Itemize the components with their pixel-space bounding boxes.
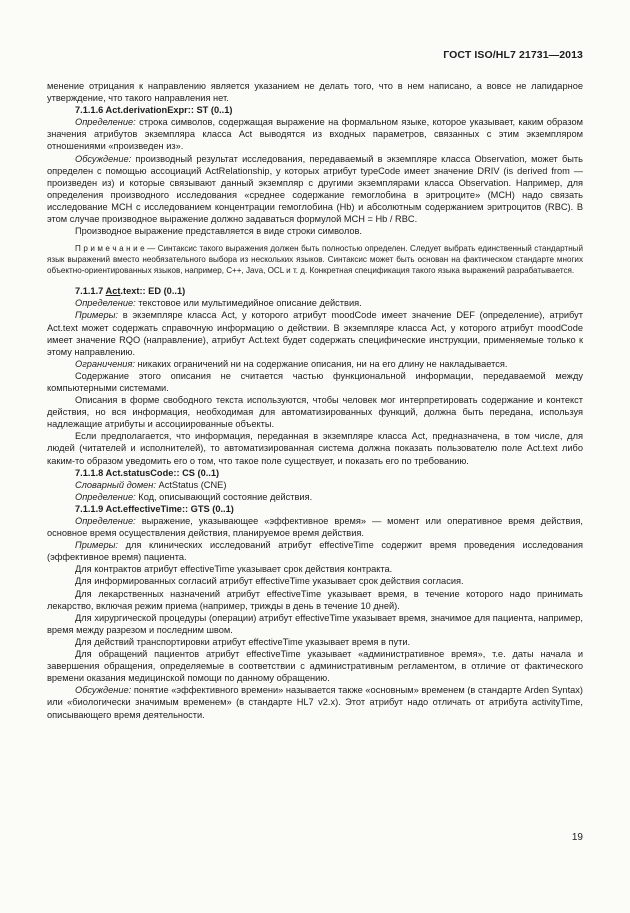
section-heading: 7.1.1.9 Act.effectiveTime:: GTS (0..1) [75, 503, 234, 514]
note-text: — Синтаксис такого выражения должен быть полностью определен. Следует выбрать единственный стандартный язык выражений вместо необязательного выбора из нескольких языков. Синтаксис может быть основан на фактическом стандарте многих объектно-ориентированных языков, например, C++, Java, OCL и т. д. Конкретная спецификация такого языка выражений разрабатывается. [47, 244, 583, 276]
paragraph [47, 539, 583, 563]
paragraph-label: Примеры: [75, 310, 118, 321]
section-heading [47, 285, 583, 297]
paragraph: Для действий транспортировки атрибут effectiveTime указывает время в пути. [75, 636, 411, 647]
paragraph-text: Код, описывающий состояние действия. [135, 491, 313, 502]
paragraph: менение отрицания к направлению является указанием не делать того, что в нем написано, а вовсе не лапидарное утверждение, что такого направления нет. [47, 81, 583, 104]
paragraph-label: Обсуждение: [75, 153, 132, 164]
heading-rest: .text:: ED (0..1) [120, 286, 186, 297]
paragraph-text: выражение, указывающее «эффективное время» — момент или оперативное время действия, основное время осуществления действия, планируемое время действия. [47, 516, 583, 539]
note-label: П р и м е ч а н и е [75, 244, 145, 254]
document-header: ГОСТ ISO/HL7 21731—2013 [443, 49, 583, 61]
paragraph-text: для клинических исследований атрибут effectiveTime содержит время проведения исследования (эффективное время) пациента. [47, 540, 583, 563]
paragraph [47, 153, 583, 226]
paragraph [47, 515, 583, 539]
paragraph-label: Обсуждение: [75, 685, 132, 696]
section-heading: 7.1.1.6 Act.derivationExpr:: ST (0..1) [75, 105, 233, 116]
paragraph-text: текстовое или мультимедийное описание действия. [135, 298, 362, 309]
paragraph: Для лекарственных назначений атрибут effectiveTime указывает время, в течение которого надо принимать лекарство, включая режим приема (например, трижды в день в течение 10 дней). [47, 588, 583, 611]
spacer [47, 276, 583, 285]
paragraph: Для контрактов атрибут effectiveTime указывает срок действия контракта. [75, 564, 393, 575]
paragraph-label: Определение: [75, 298, 136, 309]
paragraph-label: Определение: [75, 491, 136, 502]
paragraph [47, 297, 583, 309]
paragraph [47, 684, 583, 720]
paragraph: Если предполагается, что информация, переданная в экземпляре класса Act, предназначена, в том числе, для людей (читателей и исполнителей), то автоматизированная система должна показать пользователю поле Act.text либо каким-то образом уведомить его о том, что такое поле существует, и показать его по требованию. [47, 431, 583, 466]
paragraph-label: Словарный домен: [75, 479, 156, 490]
paragraph-text: ActStatus (CNE) [155, 479, 227, 490]
paragraph [47, 116, 583, 152]
paragraph-label: Ограничения: [75, 358, 135, 369]
heading-underlined: Act [105, 286, 121, 297]
section-heading: 7.1.1.8 Act.statusCode:: CS (0..1) [75, 467, 220, 478]
paragraph: Описания в форме свободного текста используются, чтобы человек мог интерпретировать содержание и контекст действия, но вся информация, необходимая для автоматизированных функций, должна быть передана, используя надлежащие атрибуты и ассоциированные объекты. [47, 395, 583, 430]
paragraph: Для информированных согласий атрибут effectiveTime указывает срок действия согласия. [75, 576, 464, 587]
paragraph: Для обращений пациентов атрибут effectiveTime указывает «административное время», т.е. даты начала и завершения обращения, определяемые в соответствии с административным регламентом, в отличие от фактического времени оказания медицинской помощи по данному обращению. [47, 649, 583, 684]
paragraph [47, 479, 583, 491]
note [47, 243, 583, 276]
page-number: 19 [571, 832, 583, 843]
paragraph [47, 309, 583, 357]
paragraph-label: Определение: [75, 117, 136, 128]
paragraph-label: Определение: [75, 516, 136, 526]
paragraph: Для хирургической процедуры (операции) атрибут effectiveTime указывает время, значимое для пациента, например, время между разрезом и последним швом. [47, 612, 583, 635]
page-body [47, 80, 583, 721]
paragraph-text: производный результат исследования, передаваемый в экземпляре класса Observation, может быть определен с помощью ассоциаций ActRelationship, у которых атрибут typeCode имеет значение DRIV (is derived from — произведен из) и которые связывают данный экземпляр с другими экземплярами класса Observation. Например, для определения производного исследования «среднее содержание гемоглобина в эритроците» (MCH) надо связать исследование MCH с исследованием концентрации гемоглобина (Hb) и абсолютным содержанием эритроцитов (RBC). В этом случае производное выражение должно задаваться формулой MCH = Hb / RBC. [47, 153, 583, 225]
paragraph-text: никаких ограничений ни на содержание описания, ни на его длину не накладывается. [134, 358, 508, 369]
paragraph [47, 358, 583, 370]
paragraph: Производное выражение представляется в виде строки символов. [75, 226, 362, 237]
heading-number: 7.1.1.7 [75, 286, 106, 297]
paragraph: Содержание этого описания не считается частью функциональной информации, передаваемой между компьютерными системами. [47, 370, 583, 393]
paragraph [47, 491, 583, 503]
paragraph-text: в экземпляре класса Act, у которого атрибут moodCode имеет значение DEF (определение), атрибут Act.text может содержать справочную информацию о действии. В экземпляре класса Act, у которого атрибут moodCode имеет значение RQO (направление), атрибут Act.text будет содержать специфические инструкции, применяемые только к этому направлению. [47, 310, 583, 357]
paragraph-text: понятие «эффективного времени» называется также «основным» временем (в стандарте Arden Syntax) или «биологически значимым временем» (в стандарте HL7 v2.x). Этот атрибут надо отличать от атрибута activityTime, описывающего время деятельности. [47, 685, 583, 720]
paragraph-label: Примеры: [75, 540, 118, 551]
paragraph-text: строка символов, содержащая выражение на формальном языке, которое указывает, каким образом значения атрибутов экземпляра класса Act выводятся из входных параметров, связанных с этим экземпляром отношениями «произведен из». [47, 117, 583, 152]
